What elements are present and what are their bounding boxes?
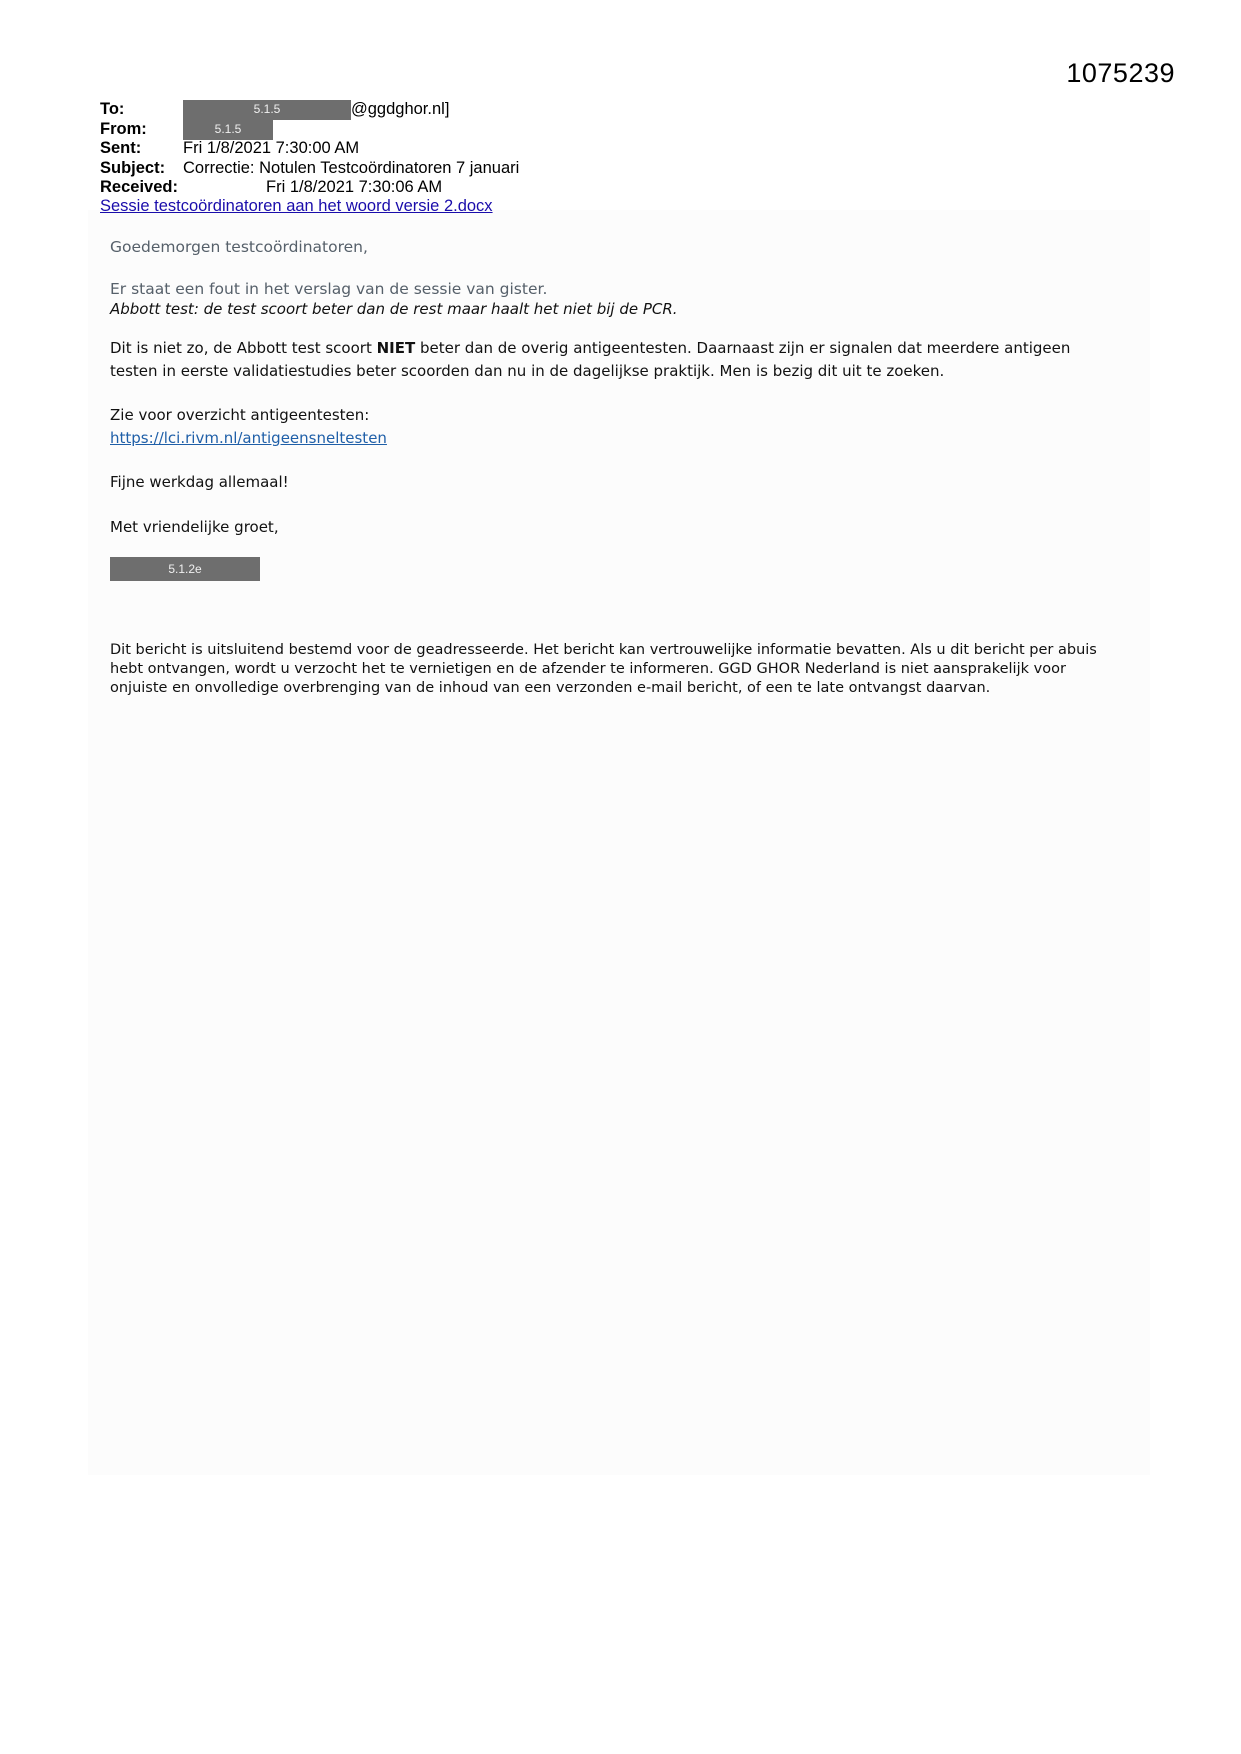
received-row (100, 178, 493, 198)
to-value (183, 100, 449, 120)
overview-link-line (110, 427, 1110, 450)
attachment-link[interactable]: Sessie testcoördinatoren aan het woord versie 2.docx (100, 196, 493, 215)
from-redaction: 5.1.5 (183, 120, 273, 140)
closing-wish: Fijne werkdag allemaal! (110, 473, 289, 491)
received-value: Fri 1/8/2021 7:30:06 AM (266, 178, 443, 196)
to-domain: @ggdghor.nl] (351, 100, 450, 118)
correction-text-end: beter dan de overig antigeentesten. Daarnaast zijn er signalen dat meerdere antigeen testen in eerste validatiestudies beter scoorden dan nu in de dagelijkse praktijk. Men is bezig dit uit te zoeken. (110, 339, 1071, 380)
overview-label: Zie voor overzicht antigeentesten: (110, 406, 370, 424)
quoted-note: Abbott test: de test scoort beter dan de rest maar haalt het niet bij de PCR. (110, 300, 678, 318)
greeting: Goedemorgen testcoördinatoren, (110, 238, 368, 256)
to-row (100, 100, 493, 120)
correction-paragraph (110, 337, 1110, 383)
disclaimer: Dit bericht is uitsluitend bestemd voor de geadresseerde. Het bericht kan vertrouwelijke informatie bevatten. Als u dit bericht per abuis hebt ontvangen, wordt u verzocht het te vernietigen en de afzender te informeren. GGD GHOR Nederland is niet aansprakelijk voor onjuiste en onvolledige overbrenging van de inhoud van een verzonden e-mail bericht, of een te late ontvangst daarvan. (110, 642, 1097, 696)
error-intro: Er staat een fout in het verslag van de sessie van gister. (110, 280, 548, 298)
email-body (110, 238, 1110, 698)
email-header (100, 100, 520, 217)
from-value (183, 120, 273, 140)
subject-label: Subject: (100, 158, 166, 177)
correction-text-start: Dit is niet zo, de Abbott test scoort (110, 339, 377, 357)
overview-link[interactable]: https://lci.rivm.nl/antigeensneltesten (110, 429, 387, 447)
sent-row (100, 139, 493, 159)
document-number: 1075239 (1066, 58, 1175, 88)
from-row (100, 120, 493, 140)
subject-row (100, 158, 520, 179)
to-redaction: 5.1.5 (183, 100, 351, 120)
signature-redaction: 5.1.2e (110, 557, 260, 581)
subject-value: Correctie: Notulen Testcoördinatoren 7 januari (183, 158, 520, 177)
sent-label: Sent: (100, 139, 142, 157)
correction-emphasis: NIET (376, 339, 416, 357)
received-label: Received: (100, 178, 178, 196)
closing-regards: Met vriendelijke groet, (110, 518, 279, 536)
from-label: From: (100, 119, 147, 138)
attachment-row (100, 198, 493, 218)
sent-value: Fri 1/8/2021 7:30:00 AM (183, 139, 360, 157)
to-label: To: (100, 100, 125, 118)
